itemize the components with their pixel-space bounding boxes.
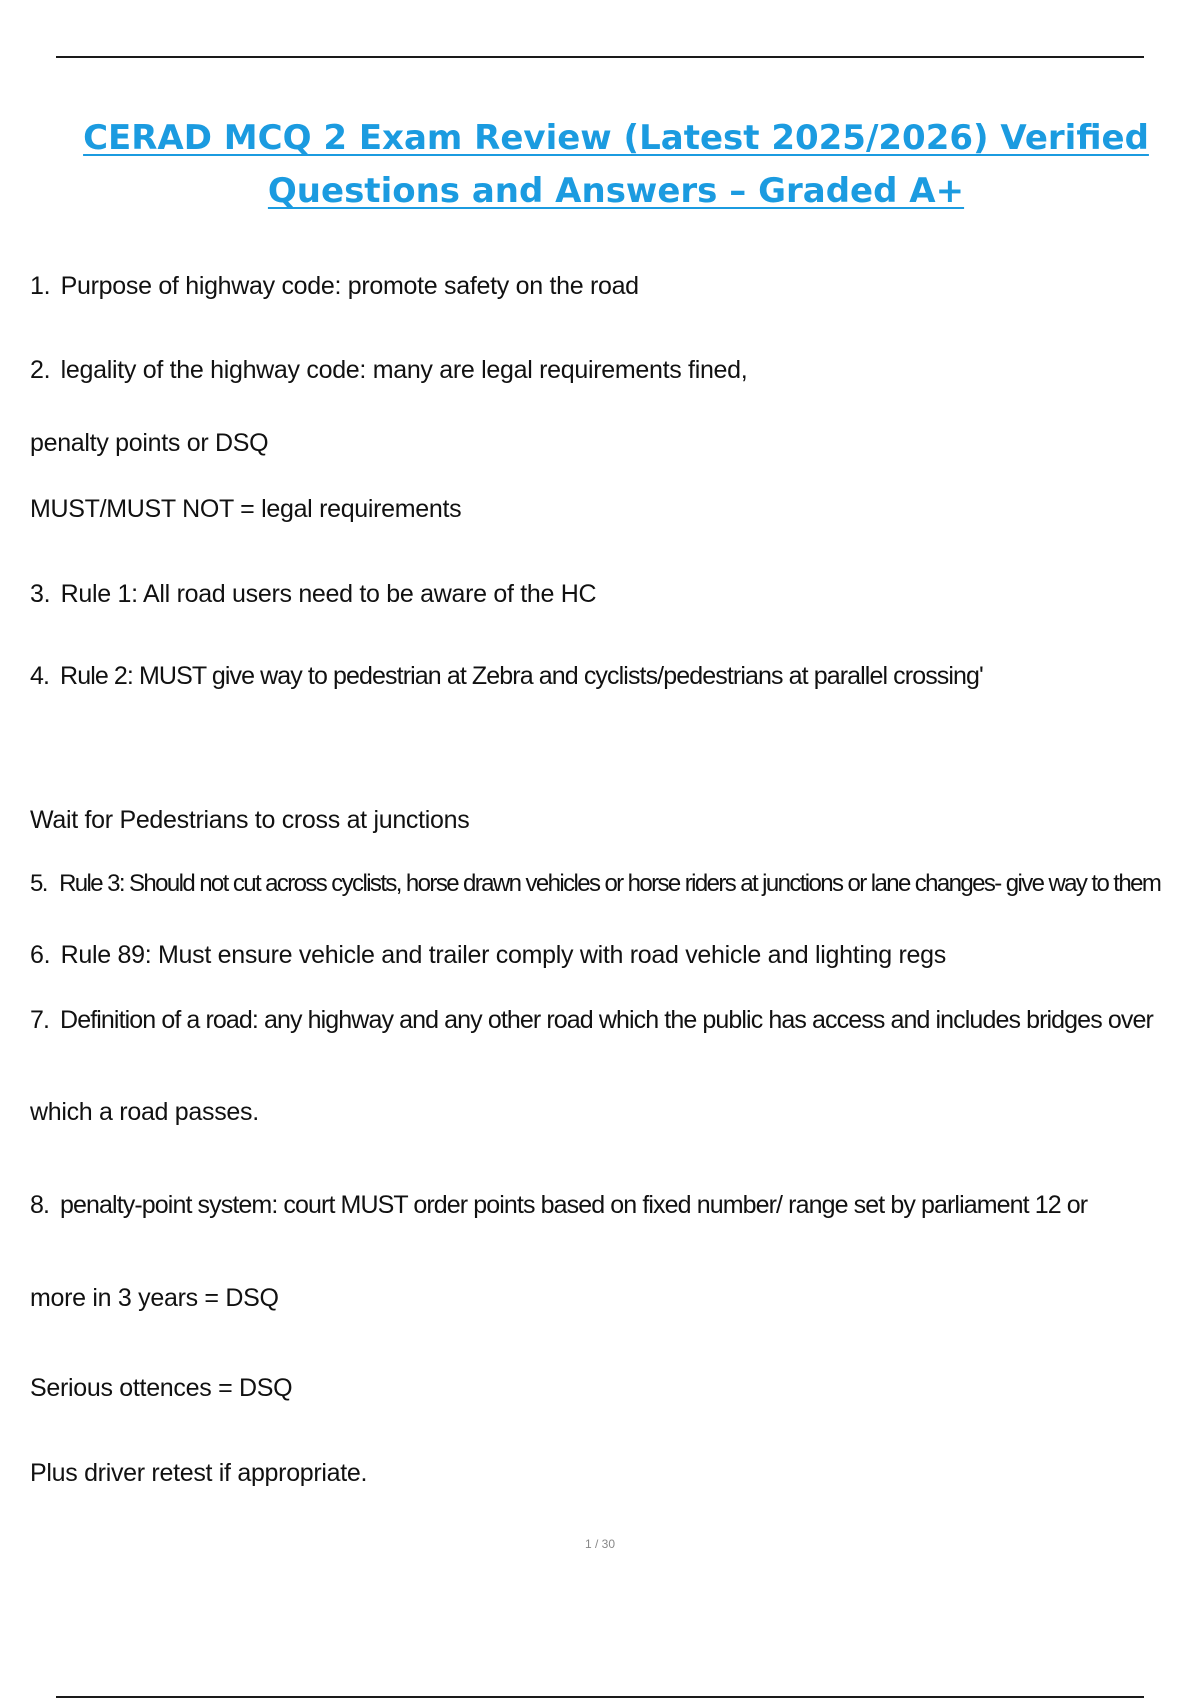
continuation-line (30, 806, 469, 835)
question-4 (30, 662, 983, 691)
question-1 (30, 272, 639, 301)
question-number: 3. (30, 580, 51, 608)
question-text: penalty-point system: court MUST order points based on fixed number/ range set by parliament 12 or (60, 1191, 1088, 1219)
continuation-text: MUST/MUST NOT = legal requirements (30, 495, 462, 523)
question-number: 1. (30, 272, 51, 300)
question-6 (30, 941, 946, 970)
continuation-line (30, 1098, 259, 1127)
page-indicator: 1 / 30 (584, 1537, 616, 1551)
continuation-text: Wait for Pedestrians to cross at junctions (30, 806, 470, 834)
question-7 (30, 1006, 1153, 1035)
question-text: legality of the highway code: many are legal requirements fined, (60, 356, 748, 384)
continuation-text: Serious ottences = DSQ (30, 1374, 293, 1402)
continuation-line (30, 495, 461, 524)
continuation-text: more in 3 years = DSQ (30, 1284, 279, 1312)
question-text: Rule 2: MUST give way to pedestrian at Zebra and cyclists/pedestrians at parallel crossing' (60, 662, 983, 690)
continuation-text: penalty points or DSQ (30, 429, 269, 457)
continuation-line (30, 1459, 367, 1488)
question-text: Rule 89: Must ensure vehicle and trailer comply with road vehicle and lighting regs (60, 941, 946, 969)
continuation-line (30, 1374, 292, 1403)
title-line-1: CERAD MCQ 2 Exam Review (Latest 2025/2026) Verified (83, 118, 1149, 158)
question-number: 8. (30, 1191, 50, 1219)
continuation-text: Plus driver retest if appropriate. (30, 1459, 368, 1487)
continuation-line (30, 1284, 279, 1313)
bottom-divider (56, 1696, 1144, 1698)
continuation-text: which a road passes. (30, 1098, 259, 1126)
top-divider (56, 56, 1144, 58)
question-text: Rule 3: Should not cut across cyclists, horse drawn vehicles or horse riders at junctions or lane changes- give way to them (59, 870, 1161, 897)
question-number: 4. (30, 662, 50, 690)
question-number: 2. (30, 356, 51, 384)
question-text: Purpose of highway code: promote safety on the road (60, 272, 639, 300)
continuation-line (30, 429, 268, 458)
question-3 (30, 580, 596, 609)
question-8 (30, 1191, 1087, 1220)
question-5 (30, 870, 1160, 898)
question-2 (30, 356, 747, 385)
document-title (56, 112, 1176, 218)
title-line-2: Questions and Answers – Graded A+ (267, 171, 965, 211)
question-number: 6. (30, 941, 51, 969)
question-number: 7. (30, 1006, 50, 1034)
question-number: 5. (30, 870, 47, 897)
question-text: Rule 1: All road users need to be aware of the HC (60, 580, 597, 608)
question-text: Definition of a road: any highway and any other road which the public has access and includes bridges over (60, 1006, 1153, 1034)
